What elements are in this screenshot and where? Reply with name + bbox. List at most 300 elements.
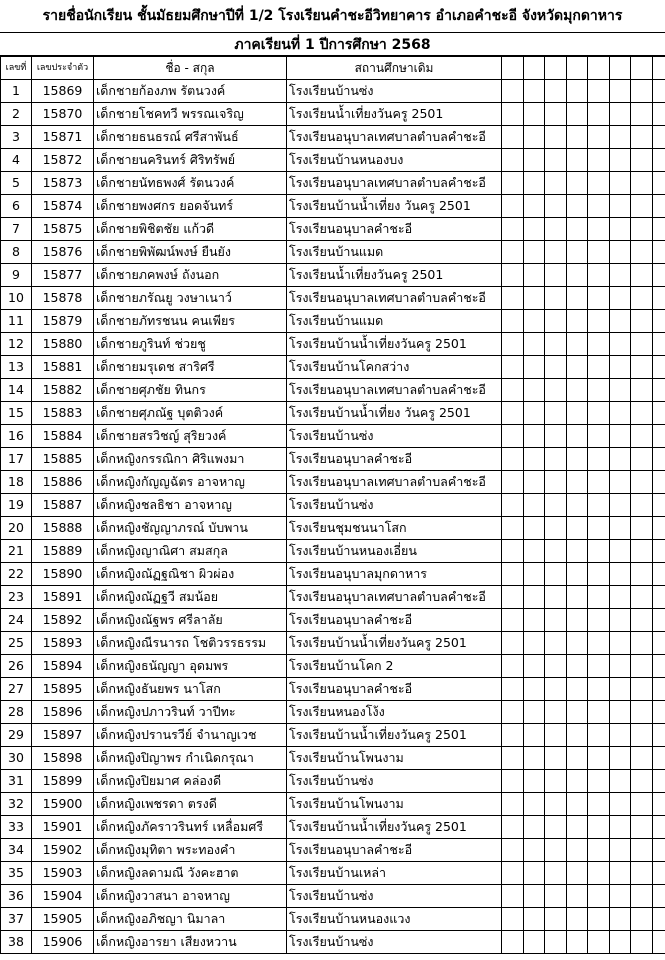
table-row [1, 563, 665, 586]
cell-no: 35 [1, 862, 32, 885]
cell-blank [566, 310, 588, 333]
cell-student-id: 15906 [32, 931, 94, 954]
cell-blank [566, 241, 588, 264]
cell-blank [566, 609, 588, 632]
cell-blank [523, 885, 545, 908]
cell-previous-school: โรงเรียนบ้านโพนงาม [287, 747, 502, 770]
cell-student-id: 15882 [32, 379, 94, 402]
table-row [1, 586, 665, 609]
cell-blank [609, 103, 631, 126]
cell-blank [502, 172, 524, 195]
cell-blank [588, 839, 610, 862]
cell-previous-school: โรงเรียนอนุบาลคำชะอี [287, 839, 502, 862]
table-row [1, 655, 665, 678]
cell-blank [502, 356, 524, 379]
cell-blank [652, 195, 665, 218]
cell-blank [502, 218, 524, 241]
cell-blank [523, 770, 545, 793]
cell-previous-school: โรงเรียนบ้านน้ำเที่ยง วันครู 2501 [287, 195, 502, 218]
cell-previous-school: โรงเรียนบ้านซ่ง [287, 931, 502, 954]
cell-blank [545, 678, 567, 701]
table-row [1, 839, 665, 862]
cell-name: เด็กหญิงชัญญาภรณ์ บับพาน [94, 517, 287, 540]
cell-no: 33 [1, 816, 32, 839]
cell-name: เด็กชายโชคทวี พรรณเจริญ [94, 103, 287, 126]
cell-previous-school: โรงเรียนอนุบาลเทศบาลตำบลคำชะอี [287, 287, 502, 310]
cell-blank [652, 264, 665, 287]
cell-blank [609, 586, 631, 609]
cell-blank [502, 609, 524, 632]
cell-blank [588, 517, 610, 540]
cell-blank [652, 655, 665, 678]
cell-blank [545, 839, 567, 862]
cell-blank [545, 379, 567, 402]
cell-no: 10 [1, 287, 32, 310]
cell-no: 3 [1, 126, 32, 149]
cell-student-id: 15897 [32, 724, 94, 747]
cell-blank [523, 264, 545, 287]
cell-blank [631, 793, 653, 816]
cell-blank [566, 862, 588, 885]
cell-blank [609, 172, 631, 195]
cell-blank [545, 126, 567, 149]
cell-blank [588, 310, 610, 333]
table-header-row [1, 57, 665, 80]
table-row [1, 103, 665, 126]
cell-blank [631, 333, 653, 356]
table-row [1, 885, 665, 908]
table-row [1, 908, 665, 931]
cell-blank [588, 126, 610, 149]
cell-no: 15 [1, 402, 32, 425]
cell-blank [523, 126, 545, 149]
cell-blank [652, 770, 665, 793]
cell-name: เด็กชายนัทธพงศ์ รัตนวงค์ [94, 172, 287, 195]
cell-blank [523, 425, 545, 448]
cell-blank [588, 885, 610, 908]
cell-previous-school: โรงเรียนอนุบาลเทศบาลตำบลคำชะอี [287, 126, 502, 149]
cell-blank [652, 724, 665, 747]
table-row [1, 471, 665, 494]
cell-student-id: 15900 [32, 793, 94, 816]
header-blank [566, 57, 588, 80]
cell-blank [566, 126, 588, 149]
cell-previous-school: โรงเรียนอนุบาลคำชะอี [287, 609, 502, 632]
cell-name: เด็กหญิงภัคราวรินทร์ เหลื่อมศรี [94, 816, 287, 839]
cell-blank [588, 655, 610, 678]
cell-blank [652, 747, 665, 770]
table-row [1, 287, 665, 310]
cell-blank [631, 494, 653, 517]
cell-blank [502, 310, 524, 333]
cell-no: 6 [1, 195, 32, 218]
cell-blank [545, 310, 567, 333]
cell-blank [588, 770, 610, 793]
cell-blank [523, 287, 545, 310]
cell-blank [652, 908, 665, 931]
cell-blank [631, 724, 653, 747]
header-blank [588, 57, 610, 80]
cell-blank [609, 494, 631, 517]
cell-blank [631, 218, 653, 241]
cell-blank [631, 287, 653, 310]
header-student-id: เลขประจำตัว [32, 57, 94, 80]
cell-blank [566, 632, 588, 655]
cell-blank [545, 218, 567, 241]
cell-name: เด็กหญิงอภิชญา นิมาลา [94, 908, 287, 931]
cell-blank [545, 195, 567, 218]
cell-blank [523, 609, 545, 632]
cell-blank [523, 701, 545, 724]
cell-name: เด็กหญิงเพชรดา ตรงดี [94, 793, 287, 816]
cell-name: เด็กชายภรัณยู วงษาเนาว์ [94, 287, 287, 310]
cell-name: เด็กหญิงมุทิตา พระทองคำ [94, 839, 287, 862]
cell-blank [609, 747, 631, 770]
cell-blank [566, 885, 588, 908]
cell-student-id: 15898 [32, 747, 94, 770]
cell-blank [566, 195, 588, 218]
cell-blank [588, 241, 610, 264]
cell-blank [523, 747, 545, 770]
cell-blank [588, 333, 610, 356]
cell-previous-school: โรงเรียนบ้านหนองแวง [287, 908, 502, 931]
cell-blank [545, 333, 567, 356]
cell-blank [631, 885, 653, 908]
cell-blank [652, 103, 665, 126]
cell-previous-school: โรงเรียนบ้านซ่ง [287, 80, 502, 103]
cell-name: เด็กชายภัทรชนน คนเพียร [94, 310, 287, 333]
cell-student-id: 15890 [32, 563, 94, 586]
cell-blank [588, 701, 610, 724]
cell-blank [588, 402, 610, 425]
cell-blank [631, 80, 653, 103]
cell-previous-school: โรงเรียนอนุบาลเทศบาลตำบลคำชะอี [287, 471, 502, 494]
cell-previous-school: โรงเรียนบ้านน้ำเที่ยงวันครู 2501 [287, 333, 502, 356]
cell-blank [545, 862, 567, 885]
cell-blank [631, 195, 653, 218]
cell-blank [566, 287, 588, 310]
cell-no: 36 [1, 885, 32, 908]
cell-name: เด็กชายพิพัฒน์พงษ์ ยืนยัง [94, 241, 287, 264]
cell-previous-school: โรงเรียนบ้านซ่ง [287, 885, 502, 908]
cell-no: 27 [1, 678, 32, 701]
cell-name: เด็กหญิงกรรณิกา ศิริแพงมา [94, 448, 287, 471]
cell-blank [545, 448, 567, 471]
cell-previous-school: โรงเรียนอนุบาลเทศบาลตำบลคำชะอี [287, 172, 502, 195]
cell-blank [609, 724, 631, 747]
cell-no: 11 [1, 310, 32, 333]
cell-blank [609, 701, 631, 724]
cell-blank [609, 862, 631, 885]
cell-student-id: 15881 [32, 356, 94, 379]
cell-no: 2 [1, 103, 32, 126]
cell-blank [588, 724, 610, 747]
cell-blank [588, 425, 610, 448]
cell-blank [631, 379, 653, 402]
cell-blank [566, 816, 588, 839]
cell-blank [545, 816, 567, 839]
table-row [1, 218, 665, 241]
cell-no: 12 [1, 333, 32, 356]
table-body [1, 80, 665, 954]
cell-blank [523, 655, 545, 678]
cell-blank [523, 80, 545, 103]
cell-previous-school: โรงเรียนบ้านซ่ง [287, 425, 502, 448]
cell-blank [566, 908, 588, 931]
table-row [1, 701, 665, 724]
cell-name: เด็กหญิงชลธิชา อาจหาญ [94, 494, 287, 517]
cell-student-id: 15872 [32, 149, 94, 172]
cell-blank [523, 448, 545, 471]
cell-student-id: 15893 [32, 632, 94, 655]
cell-blank [631, 356, 653, 379]
cell-previous-school: โรงเรียนบ้านแมด [287, 241, 502, 264]
cell-blank [652, 862, 665, 885]
table-row [1, 931, 665, 954]
cell-blank [566, 103, 588, 126]
cell-blank [502, 425, 524, 448]
header-previous-school: สถานศึกษาเดิม [287, 57, 502, 80]
cell-blank [631, 448, 653, 471]
cell-blank [545, 80, 567, 103]
cell-blank [502, 494, 524, 517]
cell-blank [609, 678, 631, 701]
cell-blank [502, 724, 524, 747]
table-row [1, 126, 665, 149]
cell-blank [502, 402, 524, 425]
cell-blank [502, 632, 524, 655]
cell-blank [631, 241, 653, 264]
cell-blank [523, 402, 545, 425]
cell-name: เด็กชายศุภณัฐ บุตติวงค์ [94, 402, 287, 425]
cell-blank [588, 195, 610, 218]
cell-blank [523, 724, 545, 747]
cell-blank [588, 80, 610, 103]
cell-blank [609, 241, 631, 264]
cell-previous-school: โรงเรียนบ้านโพนงาม [287, 793, 502, 816]
cell-blank [523, 540, 545, 563]
table-row [1, 540, 665, 563]
cell-blank [652, 172, 665, 195]
cell-blank [631, 310, 653, 333]
cell-blank [545, 264, 567, 287]
cell-no: 8 [1, 241, 32, 264]
cell-blank [609, 839, 631, 862]
cell-blank [566, 839, 588, 862]
cell-blank [523, 494, 545, 517]
cell-blank [566, 517, 588, 540]
cell-blank [502, 287, 524, 310]
table-row [1, 724, 665, 747]
cell-blank [588, 632, 610, 655]
cell-blank [631, 816, 653, 839]
table-row [1, 747, 665, 770]
cell-previous-school: โรงเรียนบ้านหนองเอี่ยน [287, 540, 502, 563]
roster-subtitle: ภาคเรียนที่ 1 ปีการศึกษา 2568 [0, 32, 665, 56]
cell-name: เด็กหญิงปภาวรินท์ วาปีทะ [94, 701, 287, 724]
cell-blank [566, 655, 588, 678]
cell-blank [523, 195, 545, 218]
cell-blank [631, 655, 653, 678]
cell-blank [523, 356, 545, 379]
cell-blank [545, 241, 567, 264]
cell-student-id: 15891 [32, 586, 94, 609]
cell-blank [652, 218, 665, 241]
cell-blank [502, 747, 524, 770]
cell-no: 34 [1, 839, 32, 862]
cell-blank [566, 218, 588, 241]
cell-student-id: 15873 [32, 172, 94, 195]
cell-no: 19 [1, 494, 32, 517]
cell-blank [566, 724, 588, 747]
cell-blank [502, 563, 524, 586]
cell-no: 4 [1, 149, 32, 172]
cell-student-id: 15876 [32, 241, 94, 264]
cell-student-id: 15903 [32, 862, 94, 885]
cell-student-id: 15869 [32, 80, 94, 103]
cell-student-id: 15878 [32, 287, 94, 310]
cell-blank [652, 563, 665, 586]
header-blank [631, 57, 653, 80]
cell-blank [502, 678, 524, 701]
cell-blank [609, 931, 631, 954]
cell-blank [545, 747, 567, 770]
cell-student-id: 15885 [32, 448, 94, 471]
table-row [1, 425, 665, 448]
cell-blank [652, 609, 665, 632]
cell-name: เด็กหญิงณัฐพร ศรีลาลัย [94, 609, 287, 632]
cell-blank [652, 793, 665, 816]
cell-blank [545, 471, 567, 494]
cell-blank [588, 563, 610, 586]
cell-blank [566, 931, 588, 954]
cell-no: 13 [1, 356, 32, 379]
cell-blank [609, 126, 631, 149]
cell-blank [502, 862, 524, 885]
cell-blank [609, 655, 631, 678]
cell-previous-school: โรงเรียนบ้านน้ำเที่ยง วันครู 2501 [287, 402, 502, 425]
cell-name: เด็กหญิงอารยา เสียงหวาน [94, 931, 287, 954]
cell-no: 37 [1, 908, 32, 931]
cell-name: เด็กหญิงณีรนารถ โชติวรรธรรม [94, 632, 287, 655]
cell-blank [523, 149, 545, 172]
cell-no: 17 [1, 448, 32, 471]
cell-blank [588, 908, 610, 931]
cell-blank [502, 540, 524, 563]
cell-blank [588, 494, 610, 517]
cell-blank [588, 356, 610, 379]
cell-blank [652, 839, 665, 862]
cell-blank [523, 816, 545, 839]
cell-blank [631, 586, 653, 609]
cell-blank [523, 172, 545, 195]
cell-previous-school: โรงเรียนบ้านโคก 2 [287, 655, 502, 678]
cell-name: เด็กชายศุภชัย ทินกร [94, 379, 287, 402]
cell-blank [652, 931, 665, 954]
cell-blank [588, 264, 610, 287]
cell-blank [523, 310, 545, 333]
cell-blank [588, 218, 610, 241]
cell-blank [631, 264, 653, 287]
cell-blank [502, 333, 524, 356]
table-row [1, 172, 665, 195]
cell-blank [502, 103, 524, 126]
cell-blank [502, 908, 524, 931]
cell-blank [652, 333, 665, 356]
cell-blank [523, 218, 545, 241]
cell-no: 7 [1, 218, 32, 241]
cell-student-id: 15895 [32, 678, 94, 701]
cell-blank [609, 885, 631, 908]
cell-name: เด็กชายก้องภพ รัตนวงค์ [94, 80, 287, 103]
cell-blank [652, 126, 665, 149]
cell-blank [502, 264, 524, 287]
cell-blank [631, 931, 653, 954]
cell-blank [652, 149, 665, 172]
cell-blank [523, 931, 545, 954]
cell-name: เด็กหญิงณัฏฐณิชา ผิวผ่อง [94, 563, 287, 586]
cell-name: เด็กชายมรุเดช สาริศรี [94, 356, 287, 379]
cell-blank [502, 195, 524, 218]
cell-blank [566, 563, 588, 586]
cell-blank [631, 126, 653, 149]
cell-no: 14 [1, 379, 32, 402]
cell-blank [652, 701, 665, 724]
cell-student-id: 15888 [32, 517, 94, 540]
cell-blank [545, 724, 567, 747]
cell-blank [652, 586, 665, 609]
cell-no: 38 [1, 931, 32, 954]
cell-blank [631, 839, 653, 862]
cell-blank [502, 448, 524, 471]
cell-blank [545, 103, 567, 126]
cell-blank [609, 218, 631, 241]
table-row [1, 862, 665, 885]
header-blank [652, 57, 665, 80]
table-row [1, 770, 665, 793]
cell-name: เด็กชายภูรินท์ ช่วยชู [94, 333, 287, 356]
cell-blank [588, 379, 610, 402]
cell-blank [502, 126, 524, 149]
cell-no: 23 [1, 586, 32, 609]
cell-blank [502, 655, 524, 678]
cell-blank [545, 770, 567, 793]
cell-previous-school: โรงเรียนบ้านน้ำเที่ยงวันครู 2501 [287, 724, 502, 747]
cell-blank [609, 609, 631, 632]
cell-previous-school: โรงเรียนอนุบาลคำชะอี [287, 678, 502, 701]
table-row [1, 448, 665, 471]
cell-blank [502, 80, 524, 103]
cell-blank [652, 678, 665, 701]
cell-blank [502, 241, 524, 264]
cell-blank [502, 586, 524, 609]
cell-student-id: 15871 [32, 126, 94, 149]
cell-name: เด็กชายสรวิชญ์ สุริยวงค์ [94, 425, 287, 448]
cell-blank [631, 471, 653, 494]
cell-no: 16 [1, 425, 32, 448]
cell-blank [502, 517, 524, 540]
table-row [1, 80, 665, 103]
cell-previous-school: โรงเรียนบ้านน้ำเที่ยงวันครู 2501 [287, 816, 502, 839]
cell-no: 25 [1, 632, 32, 655]
header-blank [502, 57, 524, 80]
cell-blank [588, 931, 610, 954]
cell-blank [566, 586, 588, 609]
cell-student-id: 15887 [32, 494, 94, 517]
cell-blank [566, 80, 588, 103]
cell-no: 20 [1, 517, 32, 540]
cell-blank [545, 586, 567, 609]
